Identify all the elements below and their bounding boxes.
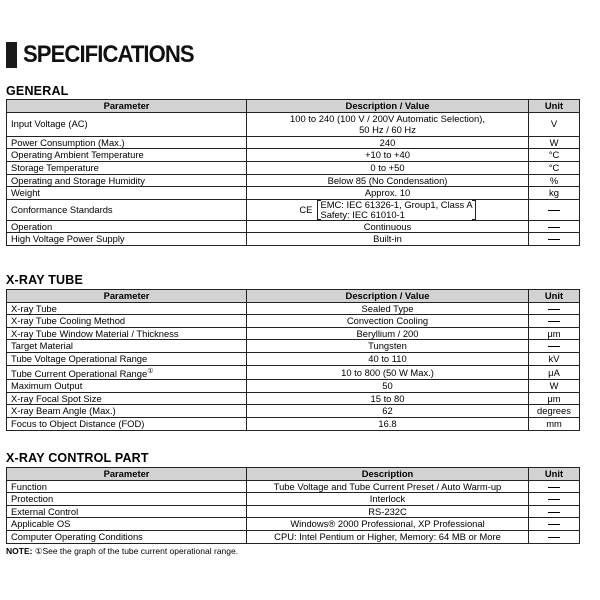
parameter-cell: [7, 327, 247, 340]
dash-mark: [548, 537, 560, 538]
table-row: [7, 149, 580, 162]
section-heading-xray-tube: X-RAY TUBE: [6, 273, 84, 287]
value-line: Continuous: [363, 220, 412, 232]
parameter-text: X-ray Beam Angle (Max.): [11, 405, 116, 417]
parameter-text: External Control: [11, 505, 79, 517]
title-accent-bar: [6, 42, 17, 68]
parameter-cell: [7, 365, 247, 380]
table-row: [7, 530, 580, 543]
value-line: Interlock: [369, 493, 406, 505]
parameter-text: Target Material: [11, 340, 74, 352]
table-row: [7, 174, 580, 187]
value-cell: [247, 161, 529, 174]
value-line: 15 to 80: [370, 392, 405, 404]
parameter-text: Operation: [11, 220, 53, 232]
parameter-cell: [7, 112, 247, 136]
unit-cell: [529, 365, 580, 380]
unit-cell: [529, 302, 580, 315]
table-row: [7, 418, 580, 431]
value-cell: [247, 136, 529, 149]
dash-mark: [548, 227, 560, 228]
value-cell: [247, 365, 529, 380]
table-header-row: [7, 290, 580, 303]
parameter-text: Operating and Storage Humidity: [11, 174, 145, 186]
value-line: 100 to 240 (100 V / 200V Automatic Selection),: [290, 112, 485, 124]
value-line: Below 85 (No Condensation): [327, 174, 448, 186]
page-title: SPECIFICATIONS: [23, 41, 194, 68]
parameter-cell: [7, 233, 247, 246]
parameter-cell: [7, 149, 247, 162]
parameter-text: Tube Current Operational Range: [11, 367, 148, 379]
parameter-text: Conformance Standards: [11, 203, 113, 215]
value-cell: [247, 340, 529, 353]
value-line: 240: [379, 136, 396, 148]
unit-cell: [529, 187, 580, 200]
unit-cell: [529, 112, 580, 136]
section-heading-control: X-RAY CONTROL PART: [6, 451, 149, 465]
column-header: Description / Value: [247, 100, 529, 113]
parameter-cell: [7, 505, 247, 518]
value-line: Tungsten: [368, 340, 407, 352]
value-cell: [247, 315, 529, 328]
value-line: 0 to +50: [370, 161, 405, 173]
table-row: [7, 392, 580, 405]
table-row: [7, 136, 580, 149]
column-header: Parameter: [7, 290, 247, 303]
parameter-text: High Voltage Power Supply: [11, 233, 125, 245]
unit-cell: [529, 315, 580, 328]
parameter-cell: [7, 136, 247, 149]
value-line: 10 to 800 (50 W Max.): [341, 366, 434, 378]
value-cell: [247, 302, 529, 315]
parameter-cell: [7, 161, 247, 174]
table-row: [7, 233, 580, 246]
table-row: [7, 380, 580, 393]
xray-tube-spec-table: [6, 289, 580, 431]
unit-text: V: [550, 118, 558, 130]
value-cell: [247, 187, 529, 200]
parameter-text: Protection: [11, 493, 54, 505]
unit-text: μm: [547, 327, 561, 339]
value-line: Safety: IEC 61010-1: [320, 208, 405, 220]
column-header: Unit: [529, 100, 580, 113]
unit-cell: [529, 340, 580, 353]
table-row: [7, 187, 580, 200]
parameter-cell: [7, 530, 247, 543]
table-header-row: [7, 468, 580, 481]
unit-cell: [529, 136, 580, 149]
value-cell: [247, 530, 529, 543]
table-row: [7, 505, 580, 518]
value-cell: [247, 149, 529, 162]
table-row: [7, 405, 580, 418]
parameter-text: Maximum Output: [11, 380, 83, 392]
dash-mark: [548, 499, 560, 500]
value-line: CPU: Intel Pentium or Higher, Memory: 64 MB or More: [274, 530, 501, 542]
value-line: Sealed Type: [361, 302, 414, 314]
parameter-text: X-ray Tube Window Material / Thickness: [11, 327, 179, 339]
footnote: [6, 546, 238, 557]
value-line: +10 to +40: [365, 149, 410, 161]
unit-text: °C: [548, 149, 560, 161]
value-line: EMC: IEC 61326-1, Group1, Class A: [320, 198, 473, 210]
unit-cell: [529, 149, 580, 162]
column-header: Parameter: [7, 468, 247, 481]
unit-text: degrees: [537, 405, 571, 417]
value-cell: [247, 220, 529, 233]
unit-cell: [529, 199, 580, 220]
parameter-text: Input Voltage (AC): [11, 118, 88, 130]
parameter-cell: [7, 199, 247, 220]
table-row: [7, 518, 580, 531]
parameter-cell: [7, 340, 247, 353]
parameter-text: Operating Ambient Temperature: [11, 149, 144, 161]
dash-mark: [548, 239, 560, 240]
parameter-text: Weight: [11, 187, 41, 199]
unit-text: kV: [548, 352, 560, 364]
parameter-text: Function: [11, 480, 47, 492]
parameter-cell: [7, 352, 247, 365]
unit-text: W: [549, 136, 559, 148]
dash-mark: [548, 487, 560, 488]
value-line: 50: [382, 380, 393, 392]
table-row: [7, 112, 580, 136]
column-header: Description / Value: [247, 290, 529, 303]
unit-cell: [529, 405, 580, 418]
value-line: RS-232C: [368, 505, 407, 517]
dash-mark: [548, 346, 560, 347]
unit-cell: [529, 174, 580, 187]
table-row: [7, 480, 580, 493]
column-header: Unit: [529, 290, 580, 303]
parameter-text: X-ray Focal Spot Size: [11, 392, 102, 404]
dash-mark: [548, 210, 560, 211]
unit-cell: [529, 493, 580, 506]
unit-cell: [529, 392, 580, 405]
value-cell: [247, 505, 529, 518]
control-spec-table: [6, 467, 580, 544]
parameter-cell: [7, 302, 247, 315]
general-spec-table: [6, 99, 580, 246]
unit-text: kg: [549, 187, 559, 199]
column-header: Unit: [529, 468, 580, 481]
dash-mark: [548, 512, 560, 513]
value-cell: [247, 174, 529, 187]
table-row: [7, 161, 580, 174]
unit-cell: [529, 220, 580, 233]
table-row: [7, 340, 580, 353]
value-line: 62: [382, 405, 393, 417]
parameter-cell: [7, 493, 247, 506]
value-cell: [247, 352, 529, 365]
column-header: Parameter: [7, 100, 247, 113]
parameter-cell: [7, 518, 247, 531]
parameter-text: X-ray Tube: [11, 302, 57, 314]
value-cell: [247, 233, 529, 246]
page-title-block: [6, 40, 209, 70]
value-line: Windows® 2000 Professional, XP Professional: [290, 518, 485, 530]
unit-text: μm: [547, 392, 561, 404]
parameter-cell: [7, 187, 247, 200]
table-row: [7, 493, 580, 506]
value-cell: [247, 418, 529, 431]
unit-text: %: [549, 174, 559, 186]
table-row: [7, 315, 580, 328]
parameter-text: Tube Voltage Operational Range: [11, 352, 148, 364]
unit-text: W: [549, 380, 559, 392]
parameter-cell: [7, 392, 247, 405]
parameter-cell: [7, 315, 247, 328]
table-row: [7, 220, 580, 233]
value-line: 50 Hz / 60 Hz: [359, 124, 416, 136]
unit-cell: [529, 352, 580, 365]
dash-mark: [548, 321, 560, 322]
unit-cell: [529, 233, 580, 246]
value-cell: [247, 480, 529, 493]
value-cell: [247, 199, 529, 220]
unit-cell: [529, 161, 580, 174]
section-heading-general: GENERAL: [6, 84, 69, 98]
parameter-text: Power Consumption (Max.): [11, 136, 125, 148]
footnote-marker: ①: [147, 367, 154, 375]
parameter-cell: [7, 174, 247, 187]
standards-bracket: [317, 200, 475, 220]
value-cell: [247, 405, 529, 418]
value-line: Approx. 10: [364, 187, 411, 199]
value-cell: [247, 392, 529, 405]
parameter-text: Computer Operating Conditions: [11, 530, 143, 542]
parameter-cell: [7, 380, 247, 393]
value-cell: [247, 518, 529, 531]
table-row: [7, 302, 580, 315]
table-header-row: [7, 100, 580, 113]
column-header: Description: [247, 468, 529, 481]
unit-cell: [529, 505, 580, 518]
unit-cell: [529, 418, 580, 431]
value-line: Tube Voltage and Tube Current Preset / Auto Warm-up: [273, 480, 502, 492]
parameter-text: X-ray Tube Cooling Method: [11, 315, 126, 327]
dash-mark: [548, 524, 560, 525]
table-row: [7, 352, 580, 365]
unit-cell: [529, 518, 580, 531]
unit-cell: [529, 380, 580, 393]
parameter-cell: [7, 405, 247, 418]
parameter-text: Focus to Object Distance (FOD): [11, 418, 145, 430]
value-cell: [247, 493, 529, 506]
value-cell: [247, 380, 529, 393]
dash-mark: [548, 309, 560, 310]
ce-mark: CE: [299, 203, 313, 215]
footnote-text: ①See the graph of the tube current operational range.: [34, 546, 239, 556]
unit-cell: [529, 480, 580, 493]
unit-cell: [529, 327, 580, 340]
value-cell: [247, 112, 529, 136]
parameter-text: Storage Temperature: [11, 161, 99, 173]
value-line: Beryllium / 200: [356, 327, 419, 339]
table-row: [7, 365, 580, 380]
table-row: [7, 327, 580, 340]
unit-text: μA: [548, 366, 560, 378]
unit-text: mm: [546, 418, 562, 430]
value-line: 40 to 110: [368, 352, 407, 364]
parameter-text: Applicable OS: [11, 518, 71, 530]
table-row: [7, 199, 580, 220]
footnote-label: NOTE:: [6, 546, 33, 556]
value-line: Built-in: [373, 233, 402, 245]
value-line: Convection Cooling: [346, 315, 429, 327]
unit-text: °C: [548, 161, 560, 173]
parameter-cell: [7, 220, 247, 233]
parameter-cell: [7, 418, 247, 431]
parameter-cell: [7, 480, 247, 493]
value-line: 16.8: [378, 418, 397, 430]
unit-cell: [529, 530, 580, 543]
value-cell: [247, 327, 529, 340]
